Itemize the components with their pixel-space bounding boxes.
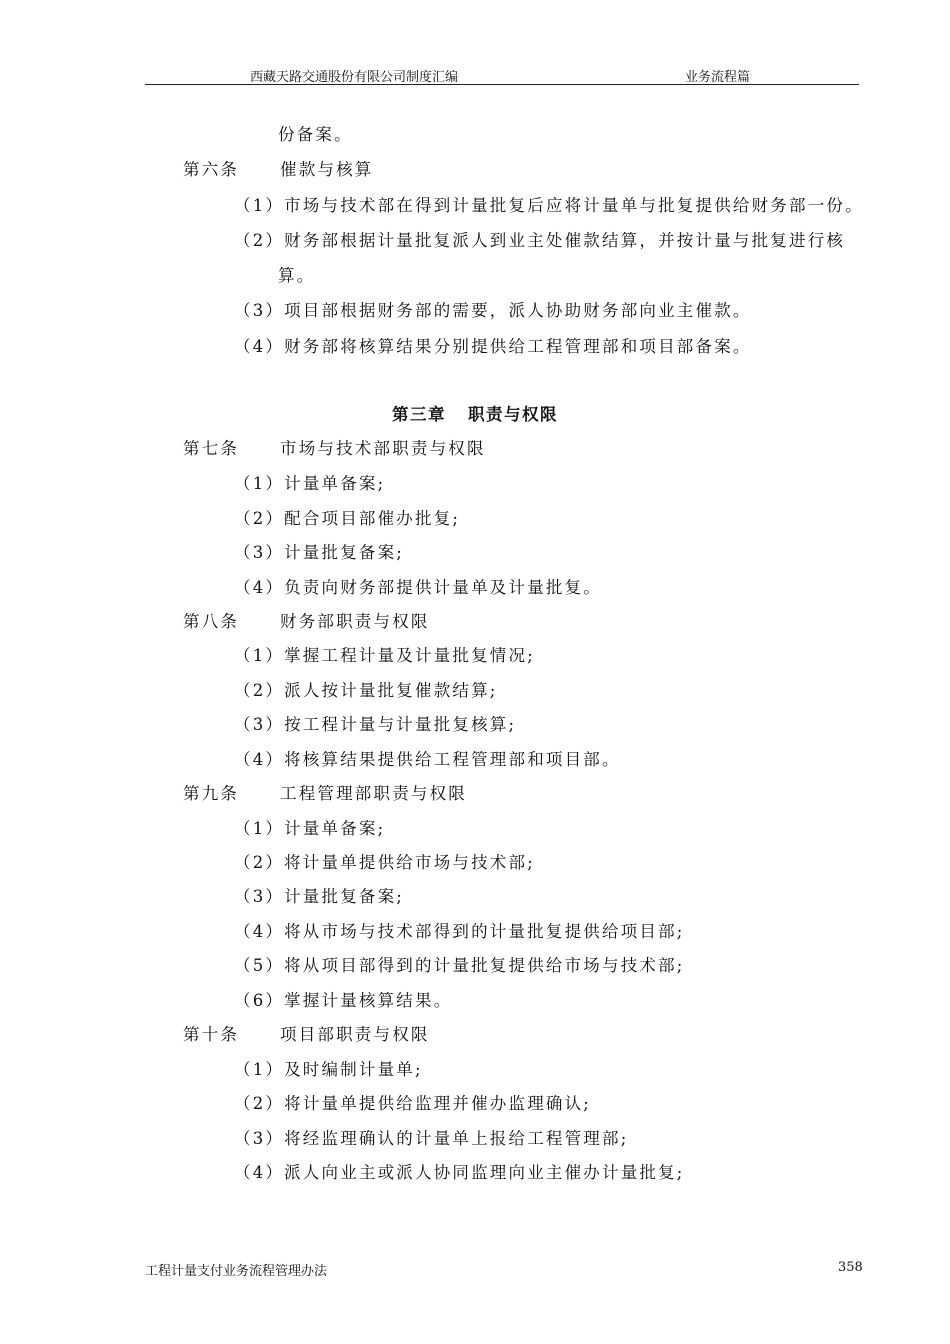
article-label: 第六条 [183, 160, 240, 179]
article-6-heading [183, 159, 374, 181]
list-item: （2）财务部根据计量批复派人到业主处催款结算，并按计量与批复进行核 [234, 231, 846, 250]
list-item: （5）将从项目部得到的计量批复提供给市场与技术部; [234, 956, 685, 975]
chapter-title: 职责与权限 [468, 405, 558, 424]
article-title: 项目部职责与权限 [280, 1025, 430, 1044]
list-item: （4）将核算结果提供给工程管理部和项目部。 [234, 750, 621, 769]
article-title: 工程管理部职责与权限 [280, 784, 467, 803]
list-item: （1）计量单备案; [234, 819, 386, 838]
article-title: 市场与技术部职责与权限 [280, 439, 486, 458]
list-item: （1）市场与技术部在得到计量批复后应将计量单与批复提供给财务部一份。 [234, 196, 864, 215]
list-item: （4）负责向财务部提供计量单及计量批复。 [234, 578, 602, 597]
page-header [145, 64, 859, 85]
list-item: （4）财务部将核算结果分别提供给工程管理部和项目部备案。 [234, 337, 752, 356]
chapter-heading [0, 404, 950, 426]
footer-document-title: 工程计量支付业务流程管理办法 [145, 1264, 328, 1279]
header-section-title: 业务流程篇 [685, 70, 751, 85]
article-7-heading [183, 438, 486, 460]
header-company-title: 西藏天路交通股份有限公司制度汇编 [250, 70, 459, 85]
list-item: （2）配合项目部催办批复; [234, 509, 461, 528]
list-item: （2）将计量单提供给监理并催办监理确认; [234, 1094, 592, 1113]
article-label: 第八条 [183, 612, 240, 631]
article-label: 第十条 [183, 1025, 240, 1044]
list-item: （3）计量批复备案; [234, 543, 405, 562]
list-item: （3）计量批复备案; [234, 887, 405, 906]
article-label: 第七条 [183, 439, 240, 458]
list-item: （2）将计量单提供给市场与技术部; [234, 853, 535, 872]
list-item: （2）派人按计量批复催款结算; [234, 681, 498, 700]
article-title: 催款与核算 [280, 160, 374, 179]
text-line: 份备案。 [278, 125, 353, 144]
list-item: （1）及时编制计量单; [234, 1060, 423, 1079]
article-9-heading [183, 783, 467, 805]
list-item: （6）掌握计量核算结果。 [234, 991, 453, 1010]
list-item: （3）按工程计量与计量批复核算; [234, 715, 517, 734]
list-item: （3）项目部根据财务部的需要，派人协助财务部向业主催款。 [234, 301, 752, 320]
chapter-number: 第三章 [392, 405, 446, 424]
page-number: 358 [838, 1260, 863, 1275]
article-label: 第九条 [183, 784, 240, 803]
list-item: （1）掌握工程计量及计量批复情况; [234, 646, 535, 665]
article-8-heading [183, 611, 430, 633]
list-item: （3）将经监理确认的计量单上报给工程管理部; [234, 1129, 629, 1148]
article-10-heading [183, 1024, 430, 1046]
list-item: （4）派人向业主或派人协同监理向业主催办计量批复; [234, 1163, 685, 1182]
article-title: 财务部职责与权限 [280, 612, 430, 631]
list-item: （4）将从市场与技术部得到的计量批复提供给项目部; [234, 922, 685, 941]
list-item-continuation: 算。 [278, 266, 316, 285]
list-item: （1）计量单备案; [234, 474, 386, 493]
